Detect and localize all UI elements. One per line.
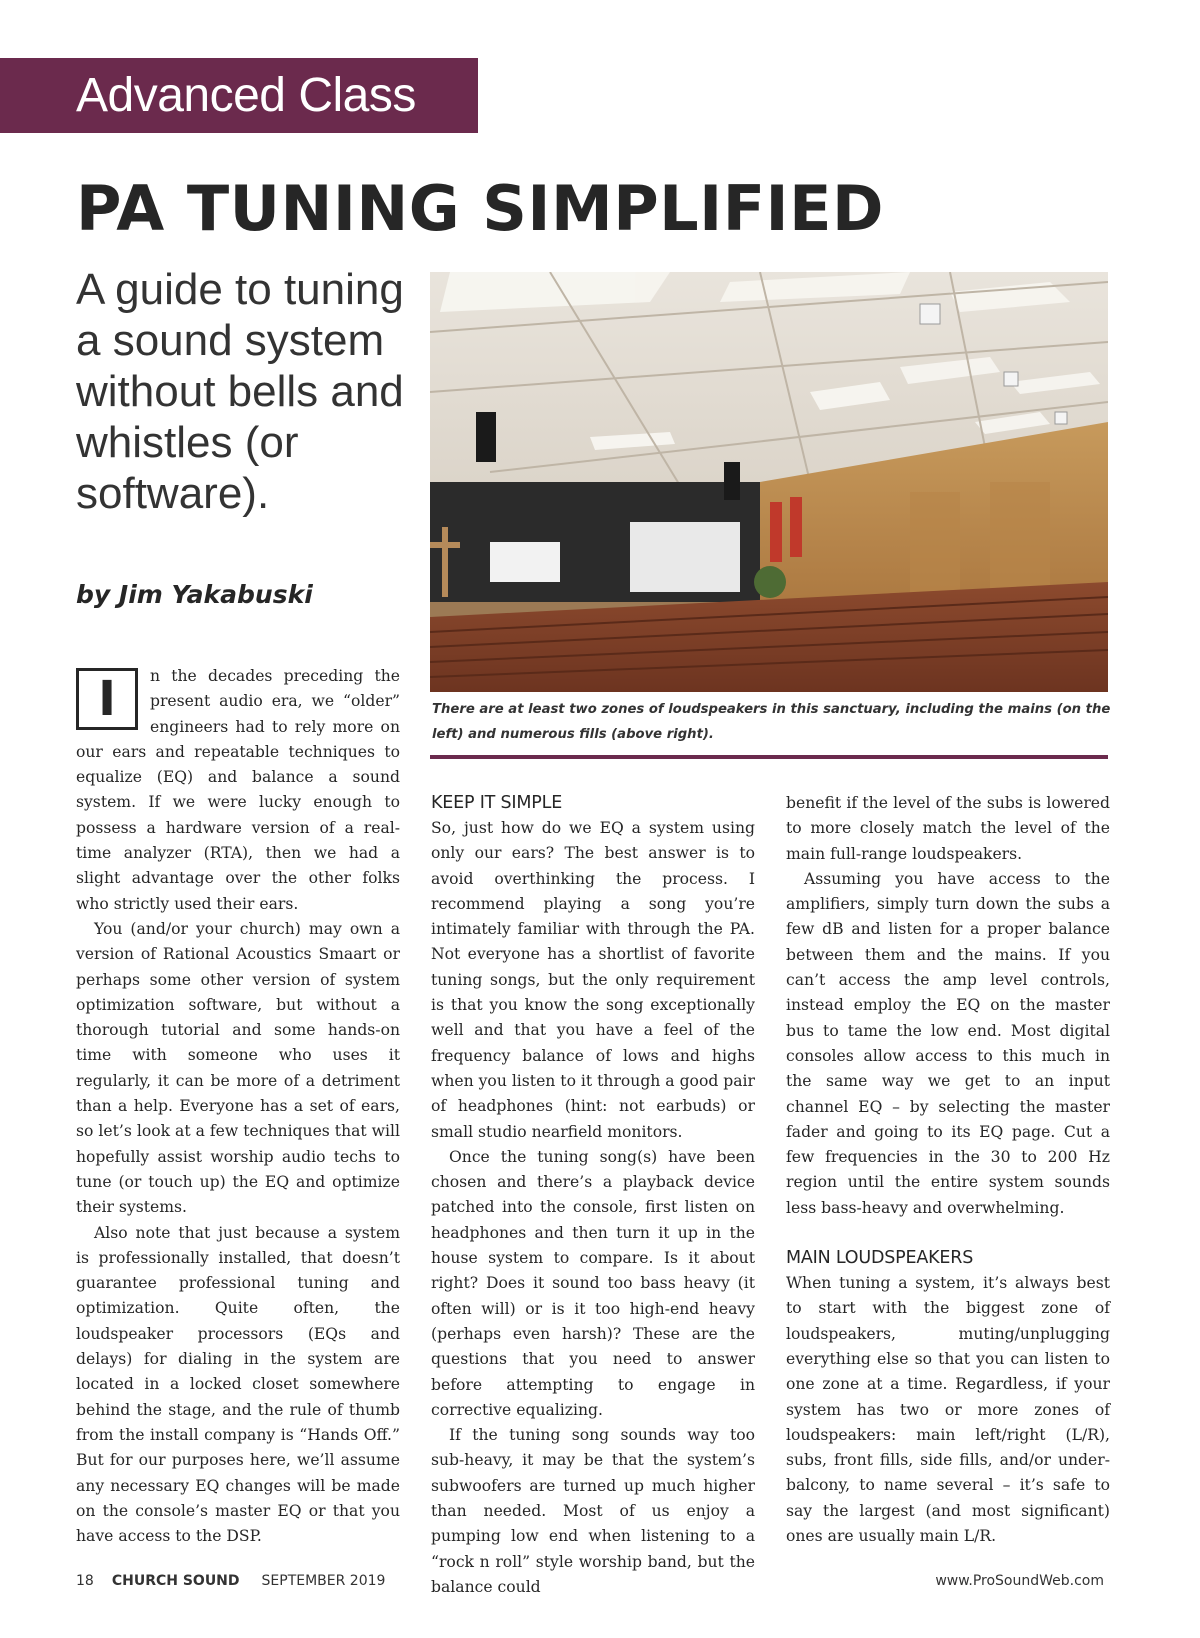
- article-paragraph: Also note that just because a system is professionally installed, that doesn’t guarantee professional tuning and optimization. Quite often, the loudspeaker processors (EQs and delays) for dialing in the system are located in a locked closet somewhere behind the stage, and the rule of thumb from the install company is “Hands Off.” But for our purposes here, we’ll assume any necessary EQ changes will be made on the console’s master EQ or that you have access to the DSP.: [76, 1223, 400, 1546]
- article-paragraph: Assuming you have access to the amplifiers, simply turn down the subs a few dB and listen for a proper balance between them and the mains. If you can’t access the amp level controls, instead employ the EQ on the master bus to tame the low end. Most digital consoles allow access to this much in the same way we get to an input channel EQ – by selecting the master fader and going to its EQ page. Cut a few frequencies in the 30 to 200 Hz region until the entire system sounds less bass-heavy and overwhelming.: [786, 869, 1110, 1217]
- sanctuary-photo: [430, 272, 1108, 692]
- article-paragraph: When tuning a system, it’s always best to start with the biggest zone of loudspeakers, muting/unplugging everything else so that you can listen to one zone at a time. Regardless, if your system has two or more zones of loudspeakers: main left/right (L/R), subs, front fills, side fills, and/or under-balcony, to name several – it’s safe to say the largest (and most significant) ones are usually main L/R.: [786, 1274, 1110, 1546]
- article-paragraph: benefit if the level of the subs is lowered to more closely match the level of the main full-range loudspeakers.: [786, 794, 1110, 863]
- sanctuary-illustration: [430, 272, 1108, 692]
- byline: by Jim Yakabuski: [76, 580, 313, 609]
- caption-divider: [430, 755, 1108, 759]
- magazine-name: CHURCH SOUND: [111, 1573, 240, 1589]
- article-column-2: [431, 791, 755, 1600]
- article-deck: A guide to tuning a sound system without bells and whistles (or software).: [76, 265, 404, 518]
- section-label: Advanced Class: [0, 58, 478, 133]
- article-paragraph: You (and/or your church) may own a version of Rational Acoustics Smaart or perhaps some other version of system optimization software, but without a thorough tutorial and some hands-on time with someone who uses it regularly, it can be more of a detriment than a help. Everyone has a set of ears, so let’s look at a few techniques that will hopefully assist worship audio techs to tune (or touch up) the EQ and optimize their systems.: [76, 919, 400, 1217]
- page-number: 18: [76, 1573, 94, 1589]
- subheading-main-loudspeakers: MAIN LOUDSPEAKERS: [786, 1248, 974, 1269]
- article-paragraph: So, just how do we EQ a system using only our ears? The best answer is to avoid overthinking the process. I recommend playing a song you’re intimately familiar with through the PA. Not everyone has a shortlist of favorite tuning songs, but the only requirement is that you know the song exceptionally well and that you have a feel of the frequency balance of lows and highs when you listen to it through a good pair of headphones (hint: not earbuds) or small studio nearfield monitors.: [431, 819, 755, 1141]
- photo-caption: There are at least two zones of loudspeakers in this sanctuary, including the mains (on the left) and numerous fills (above right).: [432, 702, 1111, 742]
- article-paragraph: If the tuning song sounds way too sub-heavy, it may be that the system’s subwoofers are turned up much higher than needed. Most of us enjoy a pumping low end when listening to a “rock n roll” style worship band, but the balance could: [431, 1426, 755, 1596]
- article-column-1: [76, 664, 400, 1549]
- page-footer-left: [76, 1573, 385, 1589]
- subheading-keep-it-simple: KEEP IT SIMPLE: [431, 793, 563, 813]
- website-link[interactable]: www.ProSoundWeb.com: [935, 1573, 1104, 1589]
- article-column-3: [786, 791, 1110, 1549]
- issue-date: SEPTEMBER 2019: [261, 1573, 386, 1589]
- article-headline: PA TUNING SIMPLIFIED: [76, 172, 884, 245]
- drop-cap: I: [76, 668, 138, 730]
- article-paragraph: Once the tuning song(s) have been chosen and there’s a playback device patched into the console, first listen on headphones and then turn it up in the house system to compare. Is it about right? Does it sound too bass heavy (it often will) or is it too high-end heavy (perhaps even harsh)? These are the questions that you need to answer before attempting to engage in corrective equalizing.: [431, 1147, 755, 1419]
- paragraph-text: n the decades preceding the present audio era, we “older” engineers had to rely more on our ears and repeatable techniques to equalize (EQ) and balance a sound system. If we were lucky enough to possess a hardware version of a real-time analyzer (RTA), then we had a slight advantage over the other folks who strictly used their ears.: [76, 667, 400, 913]
- article-paragraph: [76, 664, 400, 917]
